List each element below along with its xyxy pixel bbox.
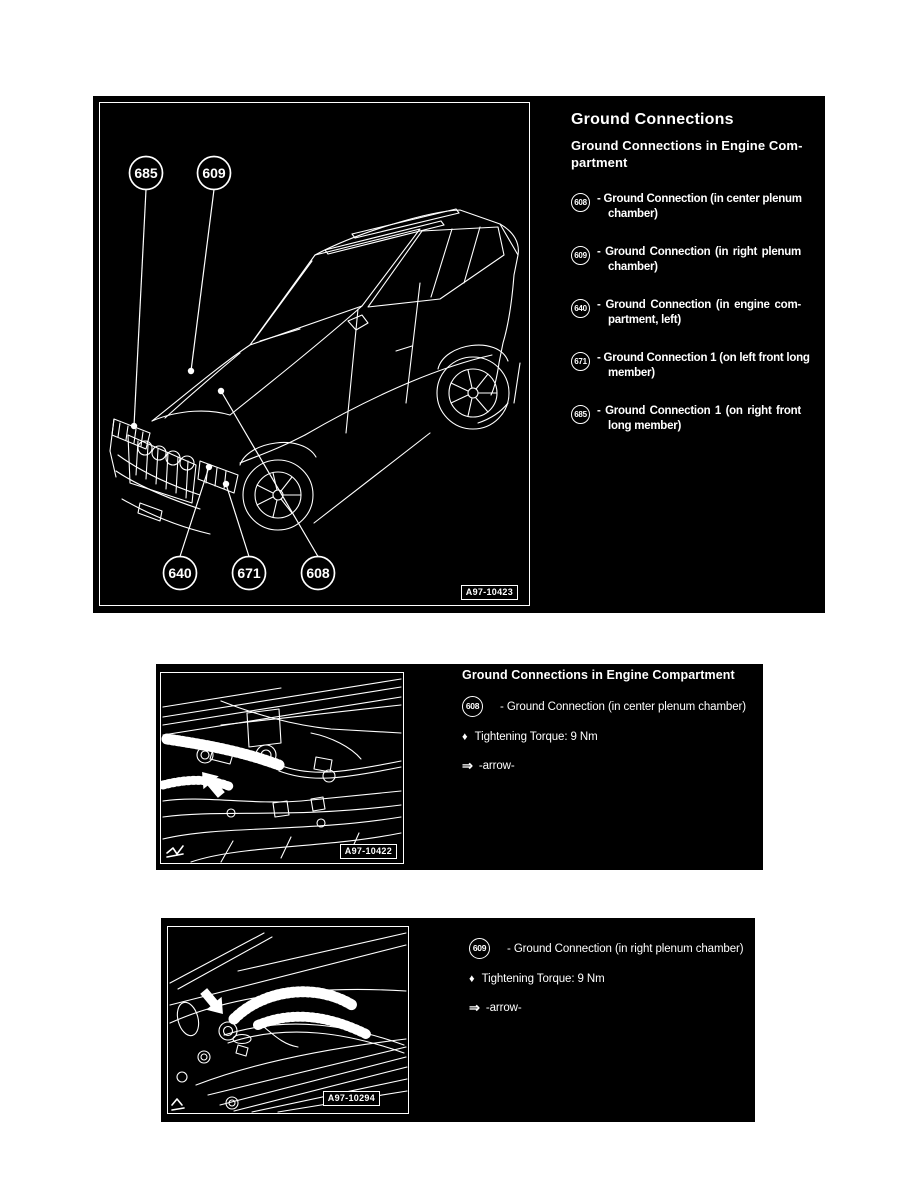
diamond-bullet-icon: ♦ [469,973,475,985]
figure-overview-text [571,110,819,457]
figure-center-plenum-panel [156,664,763,870]
arrow-row [462,758,758,774]
torque-row [469,972,751,986]
item-number-badge: 609 [469,938,490,959]
item-number-badge: 640 [571,299,590,318]
svg-text:609: 609 [202,165,226,181]
arrow-row [469,1000,751,1016]
image-id-badge: A97-10294 [323,1091,380,1106]
item-text: - Ground Connection (in right plenum chamber) [597,246,801,273]
torque-text: Tightening Torque: 9 Nm [474,731,598,743]
engine-compartment-illustration-1 [160,672,404,864]
image-id-badge: A97-10423 [461,585,518,600]
figure-overview-panel [93,96,825,613]
callout-609 [188,157,231,375]
figure-center-plenum-text [462,668,758,774]
item-number-badge: 609 [571,246,590,265]
item-text: - Ground Connection (in engine com- partment, left) [597,299,801,326]
item-text: - Ground Connection (in center plenum chamber) [500,700,746,713]
callout-671 [223,481,266,590]
arrow-text: -arrow- [478,760,515,772]
double-arrow-icon: ⇒ [462,758,472,773]
engine-line-art-1 [161,673,403,863]
image-id-badge: A97-10422 [340,844,397,859]
torque-text: Tightening Torque: 9 Nm [481,973,605,985]
engine-line-art-2 [168,927,408,1113]
ground-connection-item [571,192,819,221]
section-title: Ground Connections [571,111,734,128]
section-subtitle: Ground Connections in Engine Com- partment [571,138,803,170]
svg-text:671: 671 [237,565,261,581]
figure-right-plenum-text [469,938,751,1016]
ground-connection-item [469,938,751,959]
ground-connection-item [571,351,819,380]
vehicle-line-art [100,103,529,605]
vehicle-illustration [99,102,530,606]
figure-header: Ground Connections in Engine Compartment [462,668,735,682]
figure-right-plenum-panel [161,918,755,1122]
svg-text:640: 640 [168,565,192,581]
ground-connection-list [571,192,819,433]
engine-compartment-illustration-2 [167,926,409,1114]
arrow-text: -arrow- [485,1002,522,1014]
double-arrow-icon: ⇒ [469,1000,479,1015]
item-text: - Ground Connection 1 (on left front long member) [597,352,810,379]
ground-connection-item [571,245,819,274]
item-number-badge: 608 [571,193,590,212]
item-number-badge: 685 [571,405,590,424]
item-text: - Ground Connection 1 (on right front long member) [597,405,801,432]
pointer-arrow-icon [196,985,231,1021]
ground-connection-item [462,696,758,717]
item-text: - Ground Connection (in center plenum chamber) [597,193,802,220]
torque-row [462,730,758,744]
diamond-bullet-icon: ♦ [462,731,468,743]
ground-connection-item [571,404,819,433]
callout-685 [130,157,163,430]
item-text: - Ground Connection (in right plenum chamber) [507,942,744,955]
item-number-badge: 608 [462,696,483,717]
svg-text:685: 685 [134,165,158,181]
item-number-badge: 671 [571,352,590,371]
callout-640 [164,464,213,590]
ground-connection-item [571,298,819,327]
svg-text:608: 608 [306,565,330,581]
